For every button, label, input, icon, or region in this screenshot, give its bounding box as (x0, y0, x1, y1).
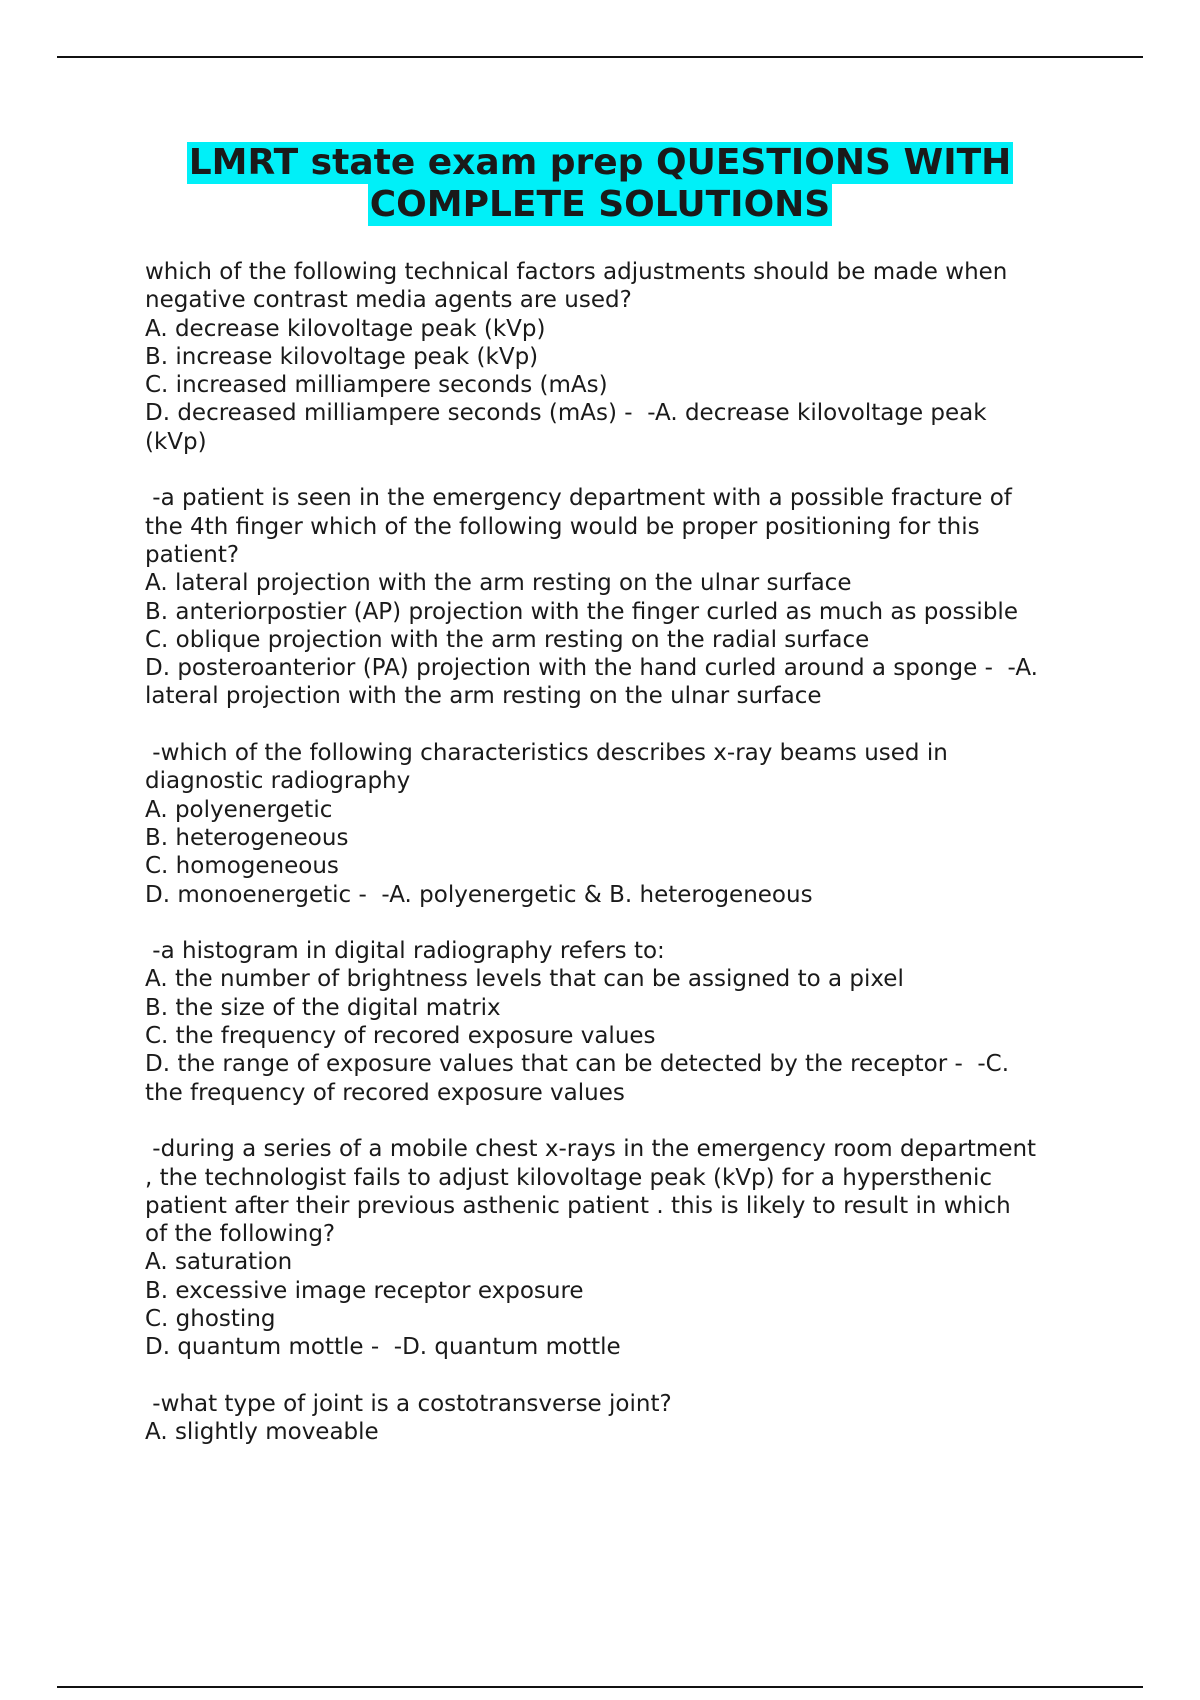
question-text-line: patient? (145, 541, 240, 568)
header-rule (57, 56, 1143, 58)
question-text-line: C. ghosting (145, 1305, 276, 1332)
question-text-line: the 4th finger which of the following would be proper positioning for this (145, 513, 980, 540)
question-text-line: patient after their previous asthenic patient . this is likely to result in which (145, 1192, 1011, 1219)
question-text-line: -a patient is seen in the emergency department with a possible fracture of (145, 485, 1012, 512)
question-text-line: D. decreased milliampere seconds (mAs) - -A. decrease kilovoltage peak (145, 400, 987, 427)
question-text-line: D. monoenergetic - -A. polyenergetic & B. heterogeneous (145, 881, 813, 908)
question-text-line: C. increased milliampere seconds (mAs) (145, 372, 608, 399)
question-list (145, 258, 1105, 1475)
question-text-line: B. excessive image receptor exposure (145, 1277, 584, 1304)
question-text-line: , the technologist fails to adjust kilovoltage peak (kVp) for a hypersthenic (145, 1164, 993, 1191)
question-text-line: -during a series of a mobile chest x-rays in the emergency room department (145, 1136, 1037, 1163)
question-text-line: A. lateral projection with the arm resting on the ulnar surface (145, 570, 852, 597)
question-text-line: -what type of joint is a costotransverse joint? (145, 1390, 672, 1417)
question-text-line: A. slightly moveable (145, 1419, 379, 1446)
question-text-line: A. decrease kilovoltage peak (kVp) (145, 315, 546, 342)
question-block (145, 484, 1105, 710)
question-text-line: diagnostic radiography (145, 768, 411, 795)
question-text-line: B. heterogeneous (145, 824, 349, 851)
question-text-line: D. posteroanterior (PA) projection with the hand curled around a sponge - -A. (145, 655, 1038, 682)
title-line-1: LMRT state exam prep QUESTIONS WITH (188, 142, 1012, 183)
question-block (145, 739, 1105, 909)
title-line-2: COMPLETE SOLUTIONS (369, 184, 831, 225)
question-text-line: D. the range of exposure values that can be detected by the receptor - -C. (145, 1051, 1010, 1078)
question-text-line: A. the number of brightness levels that can be assigned to a pixel (145, 966, 904, 993)
question-text-line: lateral projection with the arm resting on the ulnar surface (145, 683, 822, 710)
question-block (145, 937, 1105, 1107)
question-block (145, 258, 1105, 456)
question-text-line: C. the frequency of recored exposure values (145, 1023, 656, 1050)
question-text-line: -a histogram in digital radiography refers to: (145, 938, 665, 965)
question-text-line: which of the following technical factors adjustments should be made when (145, 259, 1008, 285)
document-title (0, 142, 1200, 226)
question-text-line: B. the size of the digital matrix (145, 994, 501, 1021)
footer-rule (57, 1686, 1143, 1688)
question-text-line: -which of the following characteristics describes x-ray beams used in (145, 740, 948, 767)
question-text-line: B. increase kilovoltage peak (kVp) (145, 343, 539, 370)
question-block (145, 1390, 1105, 1447)
question-text-line: the frequency of recored exposure values (145, 1079, 625, 1106)
question-text-line: negative contrast media agents are used? (145, 287, 632, 314)
question-text-line: C. homogeneous (145, 853, 339, 880)
question-text-line: C. oblique projection with the arm resting on the radial surface (145, 626, 870, 653)
question-block (145, 1135, 1105, 1361)
question-text-line: B. anteriorpostier (AP) projection with the finger curled as much as possible (145, 598, 1018, 625)
question-text-line: D. quantum mottle - -D. quantum mottle (145, 1334, 621, 1361)
question-text-line: (kVp) (145, 428, 207, 455)
question-text-line: of the following? (145, 1221, 336, 1248)
question-text-line: A. polyenergetic (145, 796, 333, 823)
question-text-line: A. saturation (145, 1249, 293, 1276)
